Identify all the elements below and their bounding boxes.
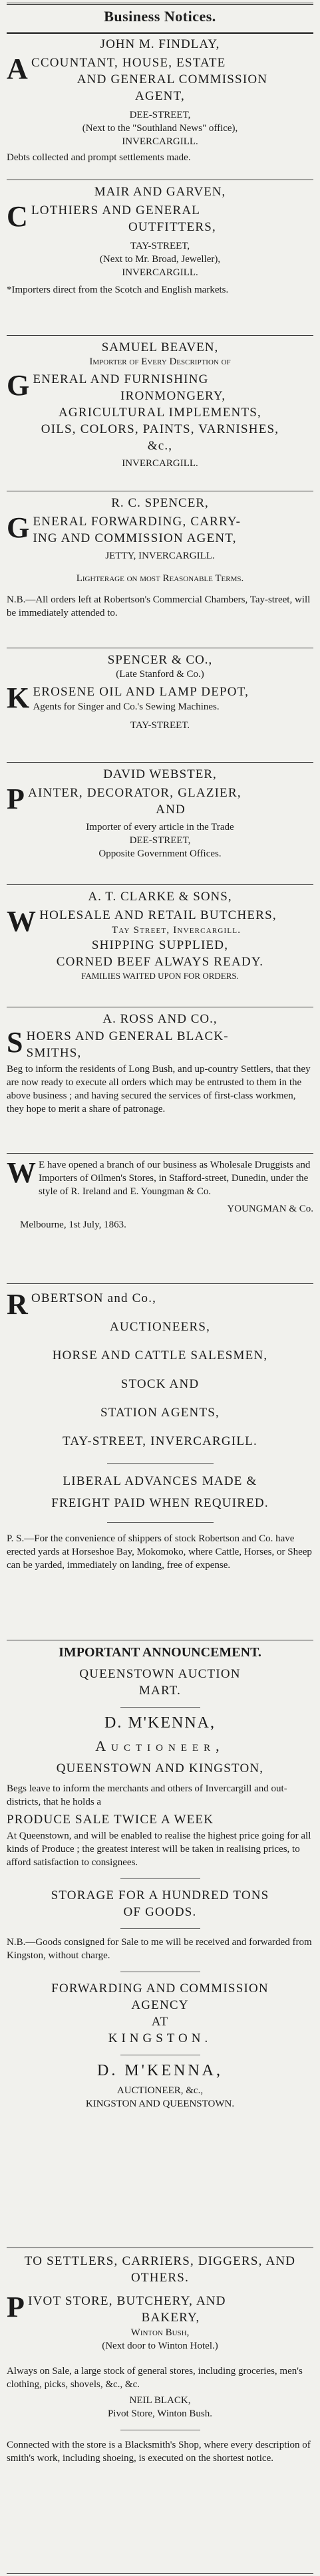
divider: [7, 884, 313, 885]
ad-line: OUTFITTERS,: [128, 220, 216, 234]
ad-heading: TO SETTLERS, CARRIERS, DIGGERS, AND OTHERS.: [24, 2254, 296, 2285]
ad-line: FORWARDING AND COMMISSION: [51, 1982, 269, 1996]
ad-line: IVOT STORE, BUTCHERY, AND: [28, 2294, 226, 2308]
ad-line: OBERTSON and Co.,: [31, 1291, 157, 1305]
drop-cap: K: [7, 682, 31, 714]
divider: [7, 762, 313, 763]
ad-body: E have opened a branch of our business as Wholesale Druggists and Importers of Oilmen's Stores, in Stafford-street, Dunedin, under the style of R. Ireland and E. Youngman & Co.: [39, 1160, 311, 1197]
drop-cap: R: [7, 1290, 29, 1321]
ad-line: MART.: [138, 1684, 182, 1698]
address-line: Winton Bush,: [130, 2327, 190, 2338]
address-line: INVERCARGILL.: [122, 267, 198, 278]
address-line: INVERCARGILL.: [122, 136, 198, 147]
drop-cap: W: [7, 905, 37, 938]
ad-rc-spencer: [7, 496, 313, 645]
drop-cap: G: [7, 369, 31, 402]
ad-line: AGENCY: [131, 1998, 189, 2012]
address-line: INVERCARGILL.: [122, 458, 198, 469]
ad-line: STATION AGENTS,: [100, 1406, 220, 1420]
ad-line: AGENT,: [135, 89, 185, 103]
ad-line: CORNED BEEF ALWAYS READY.: [56, 955, 264, 969]
ad-line: &c.,: [147, 439, 173, 453]
advertiser-name: D. M'KENNA,: [97, 2062, 223, 2079]
address-line: TAY-STREET.: [130, 720, 190, 731]
address-line: (Next door to Winton Hotel.): [102, 2341, 218, 2351]
ad-line: STOCK AND: [120, 1377, 200, 1391]
advertiser-name: R. C. SPENCER,: [111, 496, 209, 510]
ad-note: N.B.—Goods consigned for Sale to me will be received and forwarded from Kingston, without charge.: [7, 1937, 312, 1961]
ad-line: KINGSTON.: [108, 2031, 212, 2045]
top-rule: [7, 3, 313, 5]
ad-line: AINTER, DECORATOR, GLAZIER,: [28, 786, 241, 800]
ad-line: AUCTIONEER, &c.,: [116, 2085, 204, 2096]
address-line: Pivot Store, Winton Bush.: [107, 2408, 213, 2419]
ad-body: At Queenstown, and will be enabled to realise the highest price going for all kinds of Produce ; the greatest interest will be taken in realising prices, to afford satisfaction to consignees.: [7, 1831, 311, 1868]
ad-line: Tay Street, Invercargill.: [112, 925, 241, 936]
ad-line: CCOUNTANT, HOUSE, ESTATE: [31, 56, 226, 70]
ad-line: BAKERY,: [141, 2311, 200, 2325]
ad-signature: YOUNGMAN & Co.: [227, 1204, 313, 1214]
ad-line: HOERS AND GENERAL BLACK-: [26, 1029, 229, 1043]
ad-line: ING AND COMMISSION AGENT,: [33, 531, 237, 545]
ad-date: Melbourne, 1st July, 1863.: [20, 1220, 126, 1230]
ad-line: Auctioneer,: [95, 1738, 225, 1754]
ad-mckenna: [7, 1645, 313, 2244]
ad-line: QUEENSTOWN AUCTION: [79, 1667, 241, 1681]
drop-cap: A: [7, 53, 29, 85]
advertiser-name: A. ROSS AND CO.,: [102, 1012, 218, 1026]
drop-cap: S: [7, 1026, 24, 1059]
ad-note: N.B.—All orders left at Robertson's Commercial Chambers, Tay-street, will be immediately attended to.: [7, 594, 311, 618]
advertiser-name: SAMUEL BEAVEN,: [101, 340, 219, 354]
advertiser-name: MAIR AND GARVEN,: [94, 185, 226, 199]
divider: [7, 335, 313, 336]
advertiser-name: DAVID WEBSTER,: [103, 767, 217, 781]
drop-cap: P: [7, 783, 26, 815]
ad-line: AUCTIONEERS,: [109, 1320, 211, 1334]
ad-line: HORSE AND CATTLE SALESMEN,: [52, 1349, 268, 1362]
ad-note: Debts collected and prompt settlements made.: [7, 152, 191, 163]
ad-line: SMITHS,: [26, 1046, 82, 1060]
drop-cap: W: [7, 1158, 36, 1189]
ad-line: KINGSTON AND QUEENSTOWN.: [85, 2099, 235, 2109]
ad-line: PRODUCE SALE TWICE A WEEK: [7, 1813, 214, 1827]
ad-line: AND: [156, 803, 186, 817]
advertiser-name: A. T. CLARKE & SONS,: [88, 890, 232, 904]
ad-line: Agents for Singer and Co.'s Sewing Machines.: [33, 702, 220, 712]
ad-line: EROSENE OIL AND LAMP DEPOT,: [33, 685, 249, 699]
ad-line: LIBERAL ADVANCES MADE &: [63, 1474, 257, 1488]
address-line: DEE-STREET,: [129, 110, 191, 120]
ad-findlay: [7, 37, 313, 177]
ad-heading: IMPORTANT ANNOUNCEMENT.: [59, 1645, 261, 1660]
ad-body: Beg to inform the residents of Long Bush, and up-country Settlers, that they are now ready to execute all orders which may be entrusted to them in the above business ; and having secured the services of first-class workmen, they hope to merit a share of patronage.: [7, 1064, 311, 1114]
ad-youngman: [7, 1158, 313, 1281]
ad-line: HOLESALE AND RETAIL BUTCHERS,: [39, 908, 277, 922]
ad-note: Connected with the store is a Blacksmith's Shop, where every description of smith's work, including shoeing, is executed on the shortest notice.: [7, 2440, 311, 2464]
ad-line: ENERAL AND FURNISHING: [33, 372, 209, 386]
page-title: Business Notices.: [104, 8, 216, 25]
ad-line: ENERAL FORWARDING, CARRY-: [33, 515, 241, 529]
ad-subtitle: (Late Stanford & Co.): [116, 669, 204, 680]
ad-webster: [7, 767, 313, 882]
advertiser-name: JOHN M. FINDLAY,: [100, 37, 220, 51]
ad-mair-garven: [7, 185, 313, 332]
ad-line: AT: [151, 2015, 169, 2029]
divider: [7, 1283, 313, 1284]
ad-line: FREIGHT PAID WHEN REQUIRED.: [51, 1496, 269, 1510]
bottom-rule: [7, 2573, 313, 2574]
address-line: (Next to Mr. Broad, Jeweller),: [99, 254, 221, 265]
advertiser-name: NEIL BLACK,: [129, 2395, 191, 2406]
ad-line: Importer of every article in the Trade: [86, 822, 234, 833]
ad-spencer-co: [7, 653, 313, 759]
address-line: DEE-STREET,: [129, 835, 191, 846]
ad-line: SHIPPING SUPPLIED,: [91, 938, 229, 952]
address-line: Opposite Government Offices.: [98, 848, 222, 859]
ad-line: STORAGE FOR A HUNDRED TONS: [51, 1888, 269, 1902]
ad-note: P. S.—For the convenience of shippers of stock Robertson and Co. have erected yards at Horseshoe Bay, Mokomoko, where Cattle, Horses, or Sheep can be yarded, immediately on landing, free of expense.: [7, 1533, 312, 1571]
ad-line: LOTHIERS AND GENERAL: [31, 203, 201, 217]
ad-line: IRONMONGERY,: [120, 389, 226, 403]
ad-line: OF GOODS.: [123, 1905, 197, 1919]
ad-body: Begs leave to inform the merchants and others of Invercargill and out-districts, that he holds a: [7, 1783, 287, 1807]
header-rule: [7, 32, 313, 34]
ad-line: OILS, COLORS, PAINTS, VARNISHES,: [41, 422, 279, 436]
drop-cap: G: [7, 511, 31, 544]
ad-ross: [7, 1012, 313, 1150]
ad-line: AND GENERAL COMMISSION: [77, 72, 268, 86]
ad-body: Always on Sale, a large stock of general stores, including groceries, men's clothing, picks, shovels, &c., &c.: [7, 2366, 303, 2390]
ad-line: QUEENSTOWN AND KINGSTON,: [56, 1761, 264, 1775]
ad-line: AGRICULTURAL IMPLEMENTS,: [58, 406, 261, 420]
address-line: TAY-STREET,: [130, 241, 190, 251]
divider: [7, 1153, 313, 1154]
drop-cap: P: [7, 2291, 26, 2323]
ad-robertson: [7, 1290, 313, 1636]
advertiser-name: D. M'KENNA,: [104, 1714, 216, 1732]
ad-note: *Importers direct from the Scotch and English markets.: [7, 285, 229, 295]
ad-clarke: [7, 890, 313, 1004]
ad-neil-black: [7, 2253, 313, 2572]
ad-subtitle: Lighterage on most Reasonable Terms.: [76, 573, 244, 584]
address-line: (Next to the "Southland News" office),: [82, 123, 238, 134]
ad-beaven: [7, 340, 313, 488]
address-line: JETTY, INVERCARGILL.: [105, 551, 215, 561]
ad-note: FAMILIES WAITED UPON FOR ORDERS.: [81, 971, 239, 981]
advertiser-name: SPENCER & CO.,: [107, 653, 213, 667]
ad-line: TAY-STREET, INVERCARGILL.: [63, 1434, 257, 1448]
drop-cap: C: [7, 200, 29, 233]
ad-subtitle: Importer of Every Description of: [89, 356, 231, 367]
